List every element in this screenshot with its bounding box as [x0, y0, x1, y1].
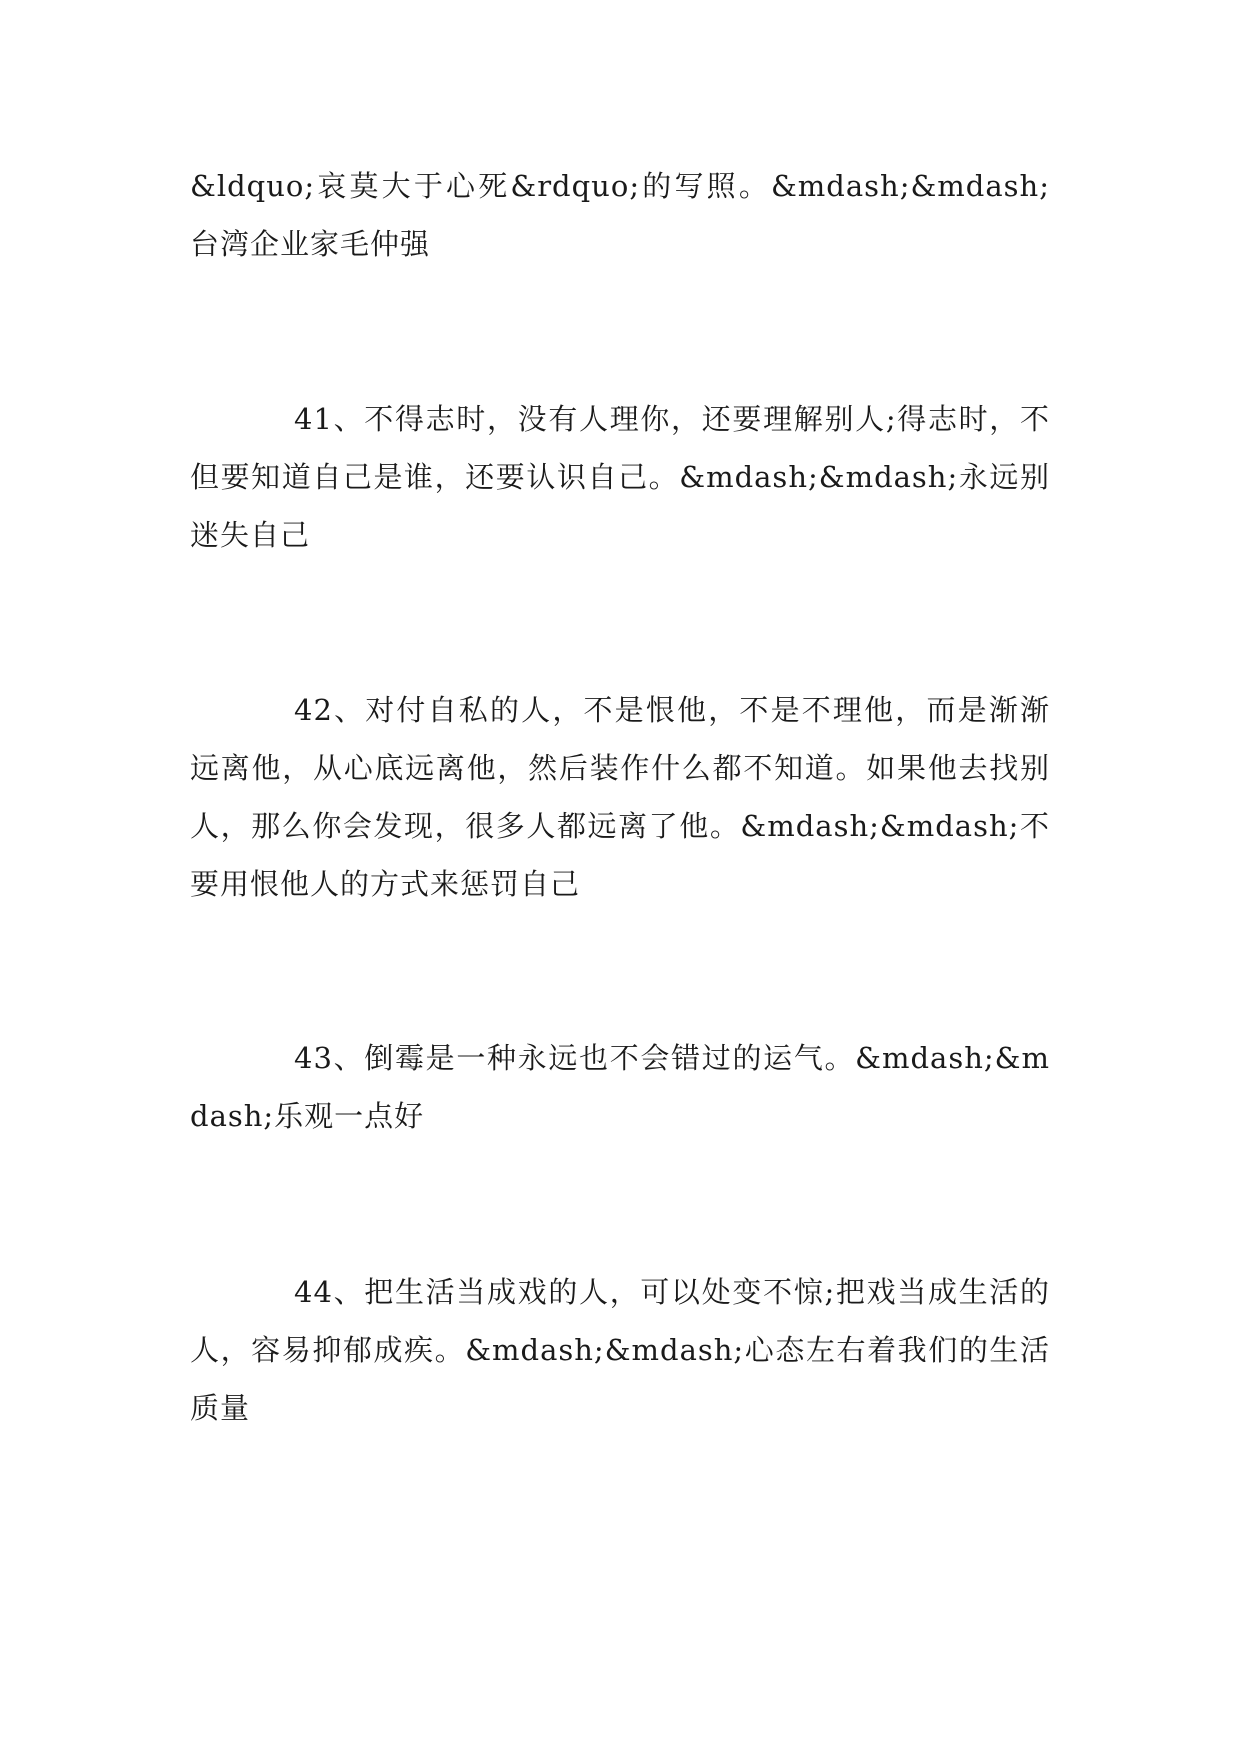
paragraph-44	[190, 1263, 1050, 1437]
paragraph-text: 41、不得志时，没有人理你，还要理解别人;得志时，不但要知道自己是谁，还要认识自己。&mdash;&mdash;永远别迷失自己	[190, 402, 1050, 552]
paragraph-text: &ldquo;哀莫大于心死&rdquo;的写照。&mdash;&mdash;台湾企业家毛仲强	[190, 169, 1050, 261]
paragraph-42	[190, 681, 1050, 913]
paragraph-continuation	[190, 157, 1050, 273]
paragraph-41	[190, 390, 1050, 564]
paragraph-text: 43、倒霉是一种永远也不会错过的运气。&mdash;&mdash;乐观一点好	[190, 1041, 1050, 1133]
paragraph-43	[190, 1029, 1050, 1145]
paragraph-text: 42、对付自私的人，不是恨他，不是不理他，而是渐渐远离他，从心底远离他，然后装作什么都不知道。如果他去找别人，那么你会发现，很多人都远离了他。&mdash;&mdash;不要用恨他人的方式来惩罚自己	[190, 693, 1050, 901]
paragraph-text: 44、把生活当成戏的人，可以处变不惊;把戏当成生活的人，容易抑郁成疾。&mdash;&mdash;心态左右着我们的生活质量	[190, 1275, 1050, 1425]
